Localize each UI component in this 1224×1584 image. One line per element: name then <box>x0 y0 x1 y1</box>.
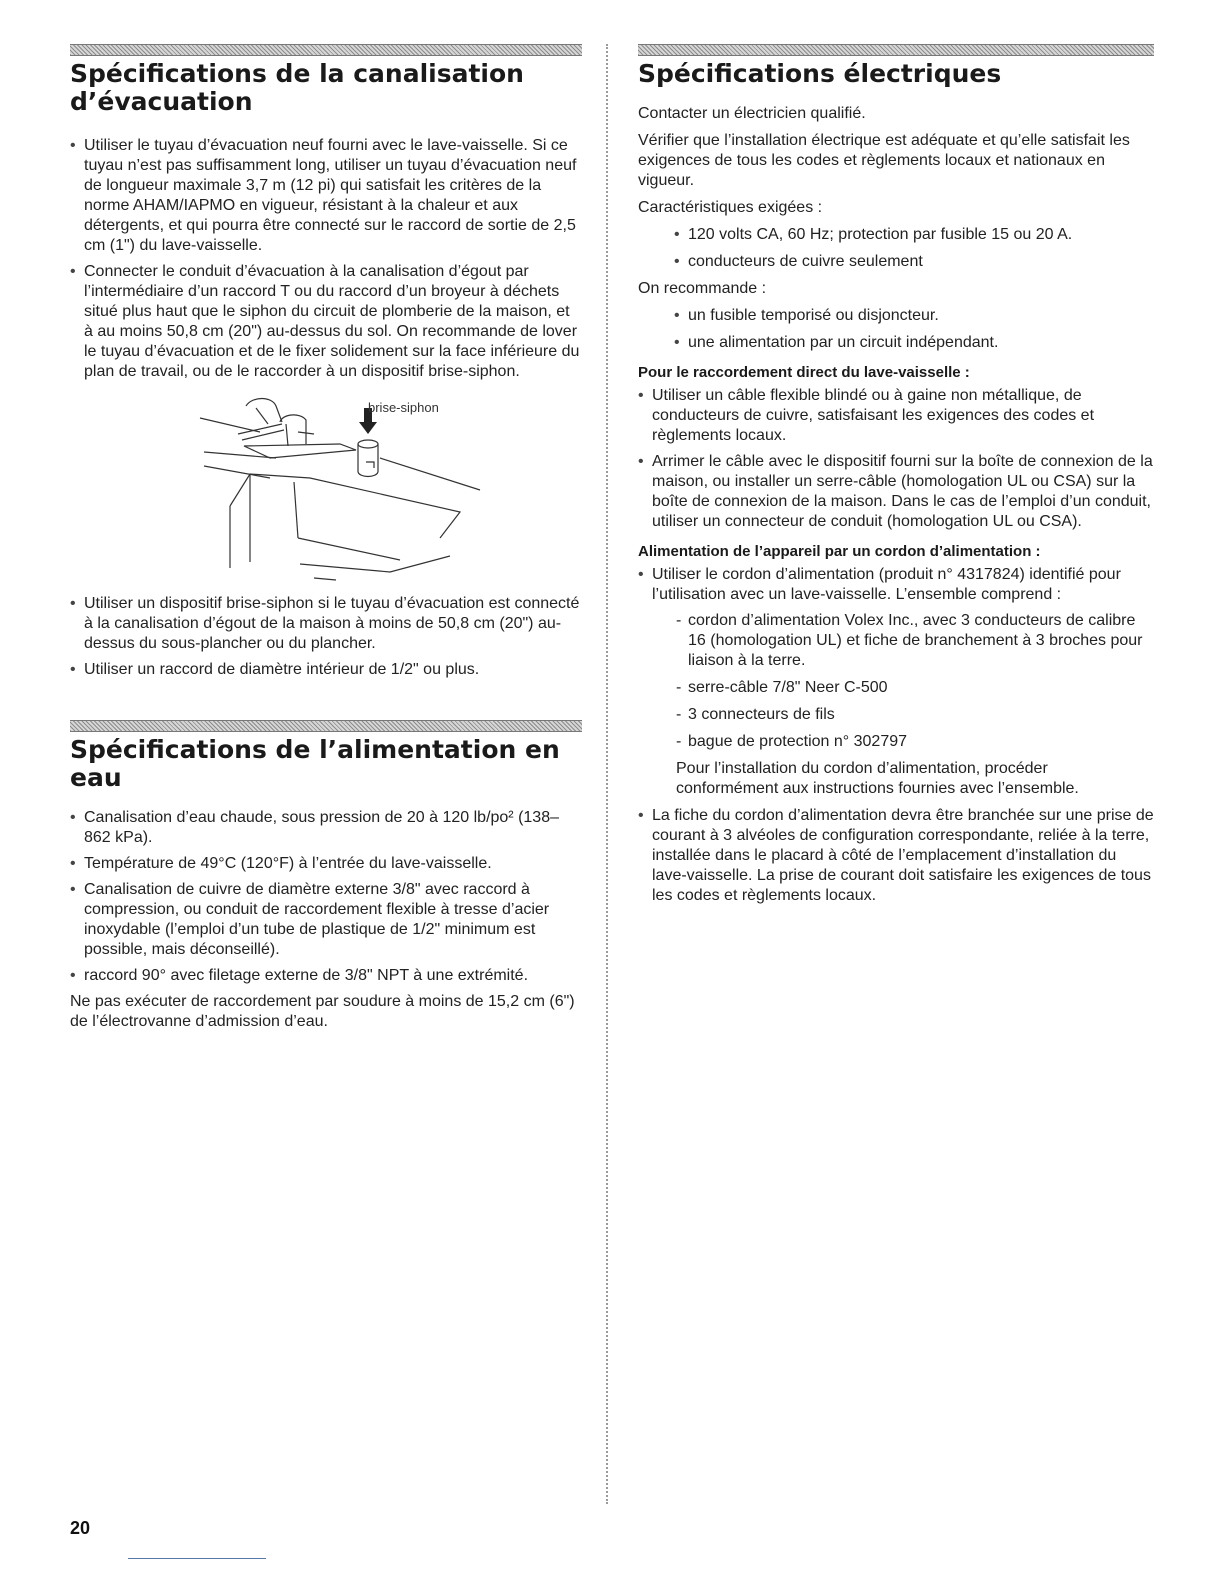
sink-faucet-drawing <box>190 388 490 586</box>
list-item: • Utiliser le tuyau d’évacuation neuf fourni avec le lave-vaisselle. Si ce tuyau n’est pas suffisamment long, utiliser un tuyau d’évacuation neuf de longueur maximale 3,7 m (12 pi) qui satisfait les critères de la norme AHAM/IAPMO en vigueur, résistant à la chaleur et aux détergents, et qui pourra être connecté sur le raccord de sortie de 2,5 cm (1") du lave-vaisselle. <box>70 136 582 256</box>
footer-rule <box>128 1558 266 1559</box>
water-list <box>70 808 582 986</box>
list-item: • Canalisation de cuivre de diamètre externe 3/8" avec raccord à compression, ou conduit de raccordement flexible à tresse d’acier inoxydable (l’emploi d’un tube de plastique de 1/2" minimum est possible, mais déconseillé). <box>70 880 582 960</box>
recommend-list <box>638 306 1154 353</box>
page-number: 20 <box>70 1518 91 1538</box>
requirements-list <box>638 225 1154 272</box>
list-item: • Utiliser un raccord de diamètre intérieur de 1/2" ou plus. <box>70 660 582 680</box>
list-item: • Température de 49°C (120°F) à l’entrée du lave-vaisselle. <box>70 854 582 874</box>
column-divider <box>606 44 608 1504</box>
list-item: • Arrimer le câble avec le dispositif fourni sur la boîte de connexion de la maison, ou installer un serre-câble (homologation UL ou CSA) sur la boîte de connexion de la maison. Dans le cas de l’emploi d’un conduit, utiliser un connecteur de conduit (homologation UL ou CSA). <box>638 452 1154 532</box>
list-item: • raccord 90° avec filetage externe de 3/8" NPT à une extrémité. <box>70 966 582 986</box>
left-column <box>70 44 582 1039</box>
kit-contents-list <box>652 611 1154 752</box>
drain-list <box>70 136 582 382</box>
electric-paragraph: Vérifier que l’installation électrique est adéquate et qu’elle satisfait les exigences de tous les codes et règlements locaux et nationaux en vigueur. <box>638 132 1130 189</box>
right-column <box>638 44 1154 912</box>
power-cord-heading: Alimentation de l’appareil par un cordon d’alimentation : <box>638 543 1041 560</box>
water-title: Spécifications de l’alimentation en eau <box>70 735 560 792</box>
drain-title: Spécifications de la canalisation d’évacuation <box>70 59 524 116</box>
water-note: Ne pas exécuter de raccordement par soudure à moins de 15,2 cm (6") de l’électrovanne d’admission d’eau. <box>70 993 575 1030</box>
electric-title: Spécifications électriques <box>638 59 1002 88</box>
kit-note: Pour l’installation du cordon d’alimentation, procéder conformément aux instructions fournies avec l’ensemble. <box>676 760 1079 797</box>
list-item: • 120 volts CA, 60 Hz; protection par fusible 15 ou 20 A. <box>674 225 1154 245</box>
power-cord-list <box>638 565 1154 906</box>
list-item: • La fiche du cordon d’alimentation devra être branchée sur une prise de courant à 3 alvéoles de configuration correspondante, reliée à la terre, installée dans le placard à côté de l’emplacement d’installation du lave-vaisselle. La prise de courant doit satisfaire les exigences de tous les codes et règlements locaux. <box>638 806 1154 906</box>
direct-connection-heading: Pour le raccordement direct du lave-vaisselle : <box>638 364 970 381</box>
direct-connection-list <box>638 386 1154 532</box>
kit-item: - cordon d’alimentation Volex Inc., avec 3 conducteurs de calibre 16 (homologation UL) et fiche de branchement à 3 broches pour liaison à la terre. <box>676 611 1154 671</box>
air-gap-label: brise-siphon <box>368 400 439 415</box>
list-item: • un fusible temporisé ou disjoncteur. <box>674 306 1154 326</box>
kit-item: - bague de protection n° 302797 <box>676 732 1154 752</box>
recommend-label: On recommande : <box>638 280 767 297</box>
drain-section <box>70 44 582 680</box>
air-gap-illustration <box>70 388 582 586</box>
electric-section <box>638 44 1154 906</box>
water-section <box>70 720 582 1032</box>
section-header-band <box>70 720 582 732</box>
section-header-band <box>638 44 1154 56</box>
requirements-label: Caractéristiques exigées : <box>638 199 823 216</box>
list-item: • Utiliser un câble flexible blindé ou à gaine non métallique, de conducteurs de cuivre, satisfaisant les exigences des codes et règlements locaux. <box>638 386 1154 446</box>
electric-paragraph: Contacter un électricien qualifié. <box>638 105 866 122</box>
list-item: • une alimentation par un circuit indépendant. <box>674 333 1154 353</box>
list-item: • Canalisation d’eau chaude, sous pression de 20 à 120 lb/po² (138–862 kPa). <box>70 808 582 848</box>
drain-list-after <box>70 594 582 680</box>
section-header-band <box>70 44 582 56</box>
list-item: • conducteurs de cuivre seulement <box>674 252 1154 272</box>
list-item: • Connecter le conduit d’évacuation à la canalisation d’égout par l’intermédiaire d’un raccord T ou du raccord d’un broyeur à déchets situé plus haut que le siphon du circuit de plomberie de la maison, et à au moins 50,8 cm (20") au-dessus du sol. On recommande de lover le tuyau d’évacuation et de le fixer solidement sur la face inférieure du plan de travail, ou de le raccorder à un dispositif brise-siphon. <box>70 262 582 382</box>
list-item: • Utiliser un dispositif brise-siphon si le tuyau d’évacuation est connecté à la canalisation d’égout de la maison à moins de 50,8 cm (20") au-dessus du sous-plancher ou du plancher. <box>70 594 582 654</box>
kit-item: - serre-câble 7/8" Neer C-500 <box>676 678 1154 698</box>
cord-item-text: Utiliser le cordon d’alimentation (produit n° 4317824) identifié pour l’utilisation avec un lave-vaisselle. L’ensemble comprend : <box>652 566 1121 603</box>
kit-item: - 3 connecteurs de fils <box>676 705 1154 725</box>
list-item <box>638 565 1154 799</box>
